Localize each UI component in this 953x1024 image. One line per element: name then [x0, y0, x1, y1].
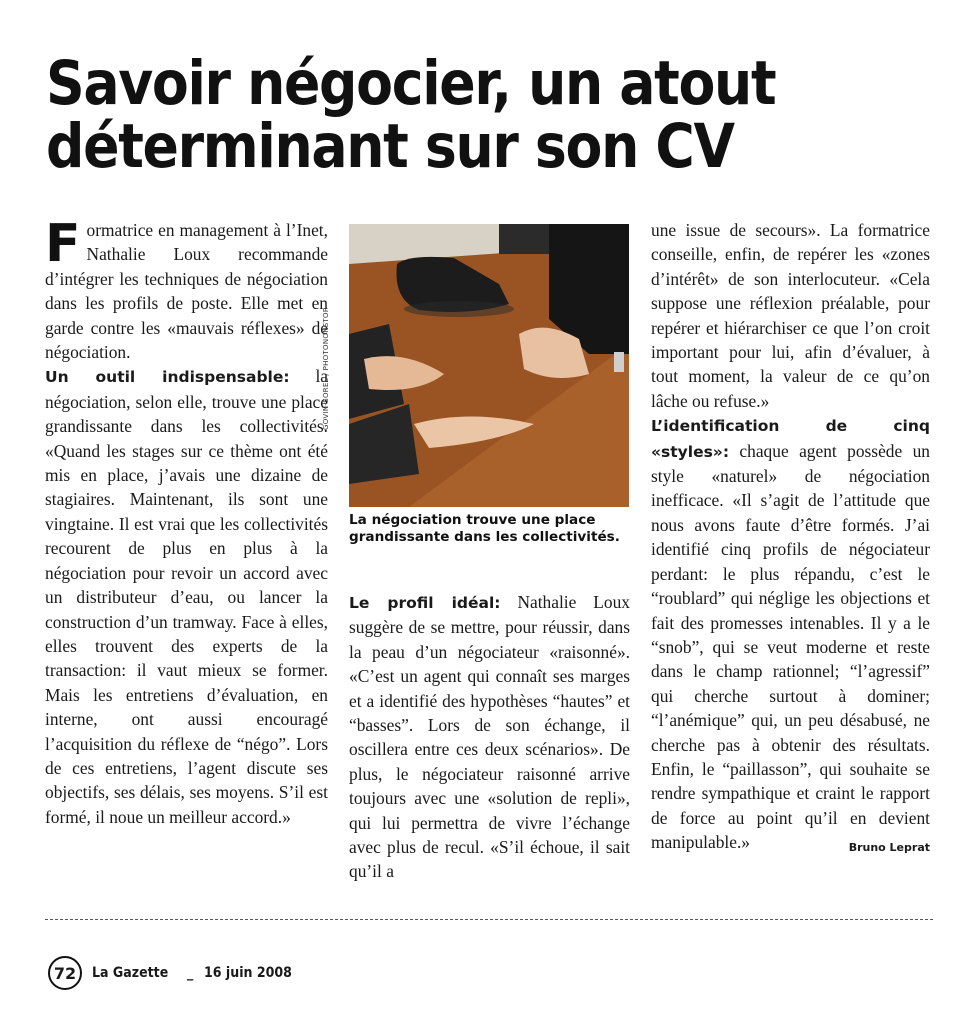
paragraph: une issue de secours». La formatrice conseille, enfin, de repérer les «zones d’intérêt» de son interlocuteur. «Cela suppose une réflexion préalable, pour repérer et hiérarchiser ce que l’on croit important pour lui, afin d’évaluer, à tout moment, la valeur de ce qu’on lâche ou refuse.»	[651, 220, 930, 411]
photo-caption: La négociation trouve une place grandissante dans les collectivités.	[349, 512, 620, 545]
section-body: Nathalie Loux suggère de se mettre, pour réussir, dans la peau d’un négociateur «raisonné». «C’est un agent qui connaît ses marges et a identifié des hypothèses “hautes” et “basses”. Lors de son échange, il oscillera entre ces deux scénarios». De plus, le négociateur raisonné arrive toujours avec une «solution de repli», qui lui permettra de vivre l’échange avec plus de recul. «S’il échoue, il sait qu’il a	[349, 592, 631, 882]
author-signature: Bruno Leprat	[848, 841, 930, 855]
section-lead: Un outil indispensable:	[45, 368, 290, 387]
section-lead: L’identification de cinq «styles»:	[651, 417, 930, 461]
drop-cap: F	[45, 214, 81, 274]
article-column-3	[651, 218, 930, 861]
meeting-table-illustration	[349, 224, 629, 507]
article-column-1	[45, 214, 329, 829]
section-paragraph	[349, 590, 630, 884]
section-paragraph	[45, 364, 328, 829]
article-headline: Savoir négocier, un atout déterminant sur son CV	[46, 48, 776, 182]
article-photo	[349, 224, 629, 507]
intro-text: ormatrice en management à l’Inet, Nathalie Loux recommande d’intégrer les techniques de négociation dans les profils de poste. Elle met en garde contre les «mauvais réflexes» de négociation.	[45, 220, 328, 363]
section-body: chaque agent possède un style «naturel» de négociation inefficace. «Il s’agit de l’attitude que nous avons faute d’être formés. J’ai identifié cinq profils de négociateur perdant: le plus répandu, c’est le “roublard” qui néglige les objections et fait des promesses intenables. Il y a le “snob”, qui se veut moderne et reste dans le champ rationnel; “l’agressif” qui cherche surtout à dominer; “l’anémique” qui, un peu désabusé, ne cherche pas à obtenir des résultats. Enfin, le “paillasson”, qui souhaite se rendre sympathique et craint le rapport de force au point qu’il en devient manipulable.»	[651, 440, 930, 853]
footer-divider	[45, 919, 933, 920]
section-lead: Le profil idéal:	[349, 594, 501, 612]
article-column-2	[349, 590, 630, 884]
photo-credit: GOVIN-SOREL / PHOTONONSTOP	[322, 307, 330, 430]
publication-name: La Gazette	[92, 965, 169, 981]
page-number: 72	[48, 956, 82, 990]
page-footer	[48, 955, 301, 991]
section-paragraph	[651, 413, 930, 854]
section-body: la négociation, selon elle, trouve une place grandissante dans les collectivités. «Quand les stages sur ce thème ont été mis en place, j’avais une dizaine de stagiaires. Maintenant, ils sont une vingtaine. Il est vrai que les collectivités recourent de plus en plus à la négociation pour revoir un accord avec un distributeur d’eau, ou lancer la construction d’un tramway. Face à elles, elles trouvent des experts de la transaction: il vaut mieux se former. Mais les entretiens d’évaluation, en interne, ont aussi encouragé l’acquisition du réflexe de “négo”. Lors de ces entretiens, l’agent discute ses objectifs, ses délais, ses moyens. S’il est formé, il noue un meilleur accord.»	[45, 366, 329, 827]
intro-paragraph	[45, 214, 328, 364]
footer-separator: _	[186, 965, 194, 981]
issue-date: 16 juin 2008	[203, 965, 292, 981]
